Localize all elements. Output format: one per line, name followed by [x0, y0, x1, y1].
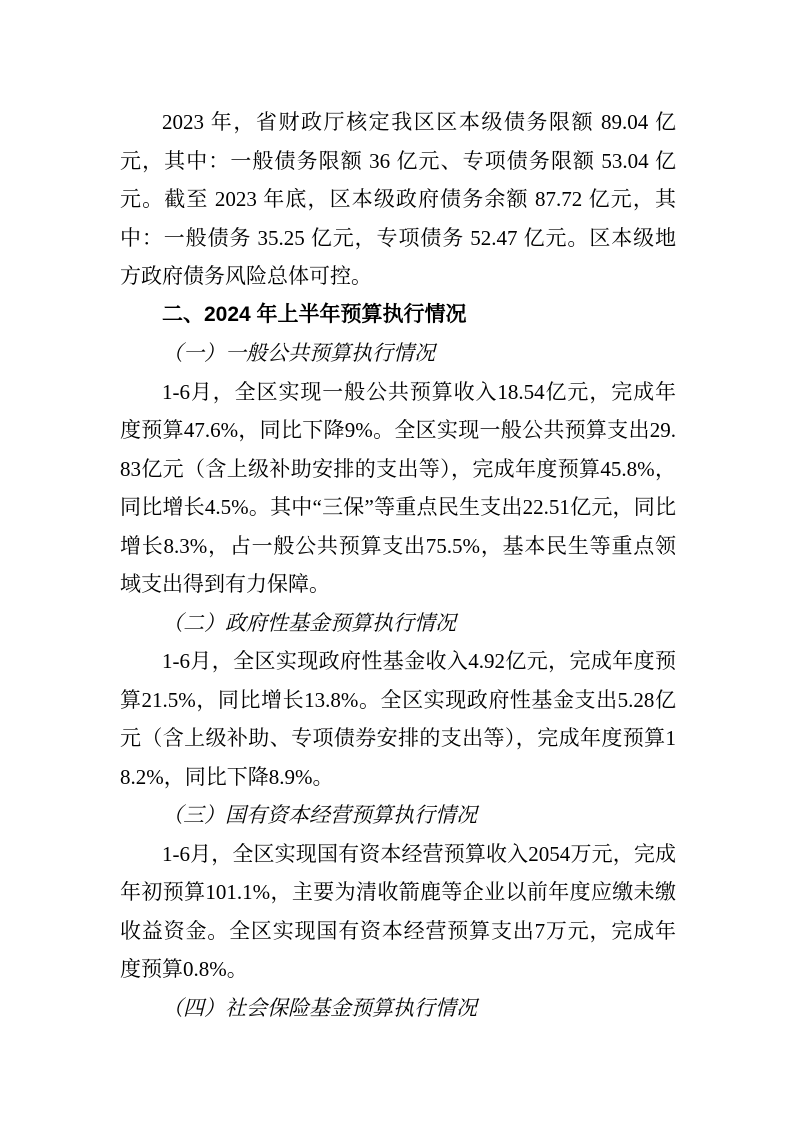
paragraph-state-capital: 1-6月，全区实现国有资本经营预算收入2054万元，完成年初预算101.1%，主要为清收箭鹿等企业以前年度应缴未缴收益资金。全区实现国有资本经营预算支出7万元，完成年度预算0.8%。 — [120, 841, 676, 981]
paragraph-government-funds: 1-6月，全区实现政府性基金收入4.92亿元，完成年度预算21.5%，同比增长13.8%。全区实现政府性基金支出5.28亿元（含上级补助、专项债券安排的支出等），完成年度预算18.2%，同比下降8.9%。 — [120, 649, 676, 789]
subsection-heading-general-public-budget: （一）一般公共预算执行情况 — [162, 341, 435, 365]
section-heading-2024-budget-execution: 二、2024 年上半年预算执行情况 — [162, 302, 467, 326]
subsection-heading-state-capital: （三）国有资本经营预算执行情况 — [162, 803, 477, 827]
paragraph-general-public-budget: 1-6月，全区实现一般公共预算收入18.54亿元，完成年度预算47.6%，同比下降9%。全区实现一般公共预算支出29.83亿元（含上级补助安排的支出等），完成年度预算45.8%，同比增长4.5%。其中“三保”等重点民生支出22.51亿元，同比增长8.3%，占一般公共预算支出75.5%，基本民生等重点领域支出得到有力保障。 — [120, 379, 676, 596]
subsection-heading-social-insurance: （四）社会保险基金预算执行情况 — [162, 995, 477, 1020]
paragraph-debt-summary: 2023 年，省财政厅核定我区区本级债务限额 89.04 亿元，其中：一般债务限额 36 亿元、专项债务限额 53.04 亿元。截至 2023 年底，区本级政府债务余额 87.72 亿元，其中：一般债务 35.25 亿元，专项债务 52.47 亿元。区本级地方政府债务风险总体可控。 — [120, 110, 676, 288]
document-body — [120, 103, 676, 1027]
subsection-heading-government-funds: （二）政府性基金预算执行情况 — [162, 610, 456, 635]
